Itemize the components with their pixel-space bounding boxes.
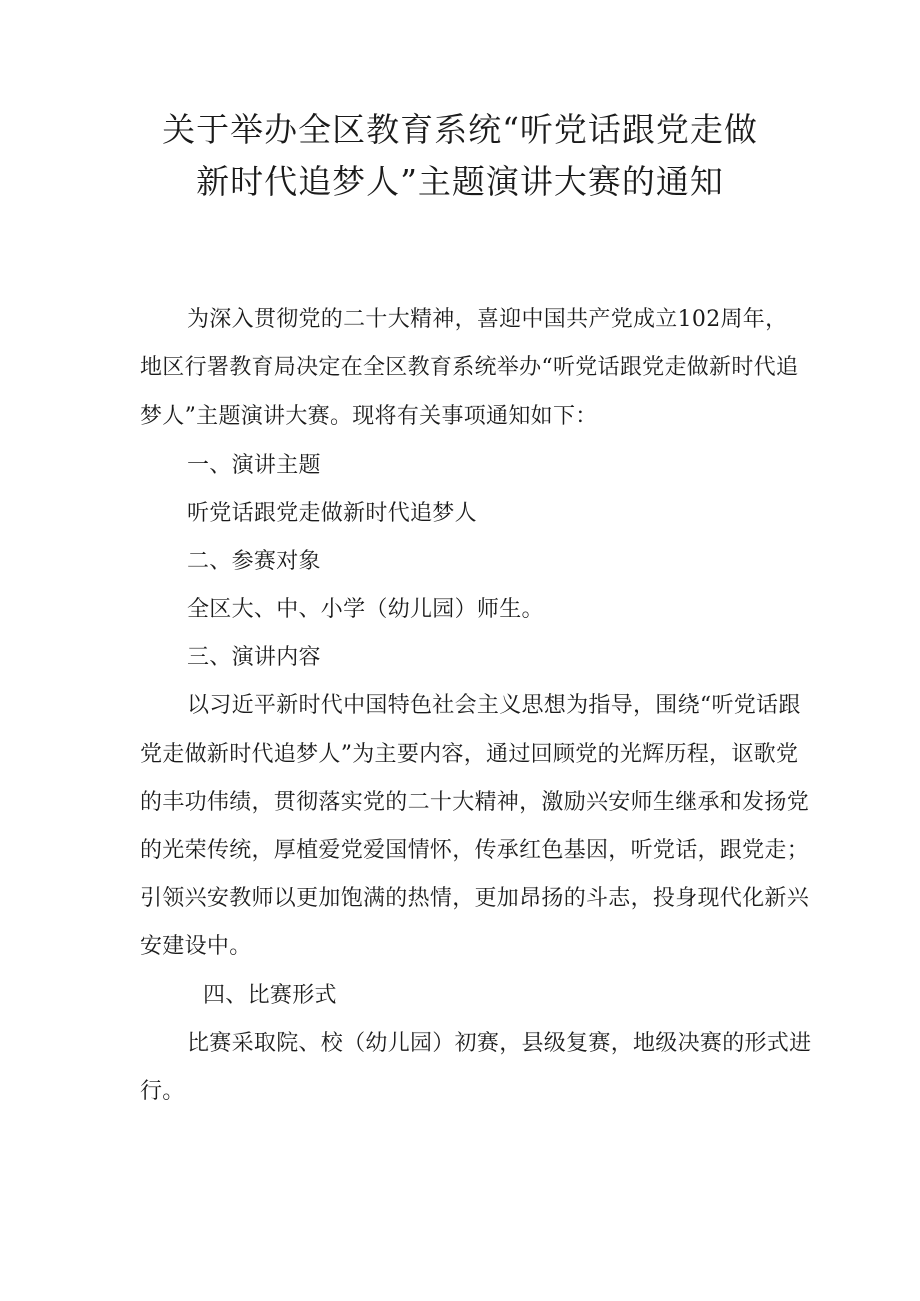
section-heading-3: 三、演讲内容 bbox=[187, 645, 321, 670]
intro-line-2: 地区行署教育局决定在全区教育系统举办“听党话跟党走做新时代追 bbox=[140, 355, 799, 380]
section-heading-1: 一、演讲主题 bbox=[187, 453, 321, 478]
section-3-line-5: 引领兴安教师以更加饱满的热情，更加昂扬的斗志，投身现代化新兴 bbox=[140, 886, 810, 911]
section-3-line-3: 的丰功伟绩，贯彻落实党的二十大精神，激励兴安师生继承和发扬党 bbox=[140, 790, 810, 815]
intro-line-1: 为深入贯彻党的二十大精神，喜迎中国共产党成立102周年， bbox=[187, 307, 788, 332]
section-4-line-1: 比赛采取院、校（幼儿园）初赛，县级复赛，地级决赛的形式进 bbox=[187, 1031, 812, 1056]
document-title-line-1: 关于举办全区教育系统“听党话跟党走做 bbox=[162, 110, 758, 149]
section-heading-4: 四、比赛形式 bbox=[203, 983, 337, 1008]
document-title-line-2: 新时代追梦人”主题演讲大赛的通知 bbox=[196, 162, 724, 201]
section-1-line-1: 听党话跟党走做新时代追梦人 bbox=[187, 501, 477, 526]
section-3-line-6: 安建设中。 bbox=[140, 934, 252, 959]
section-3-line-1: 以习近平新时代中国特色社会主义思想为指导，围绕“听党话跟 bbox=[187, 693, 801, 718]
section-2-line-1: 全区大、中、小学（幼儿园）师生。 bbox=[187, 597, 544, 622]
section-heading-2: 二、参赛对象 bbox=[187, 549, 321, 574]
section-3-line-2: 党走做新时代追梦人”为主要内容，通过回顾党的光辉历程，讴歌党 bbox=[140, 742, 799, 767]
intro-line-3: 梦人”主题演讲大赛。现将有关事项通知如下： bbox=[140, 404, 598, 429]
section-3-line-4: 的光荣传统，厚植爱党爱国情怀，传承红色基因，听党话，跟党走； bbox=[140, 838, 810, 863]
section-4-line-2: 行。 bbox=[140, 1079, 185, 1104]
